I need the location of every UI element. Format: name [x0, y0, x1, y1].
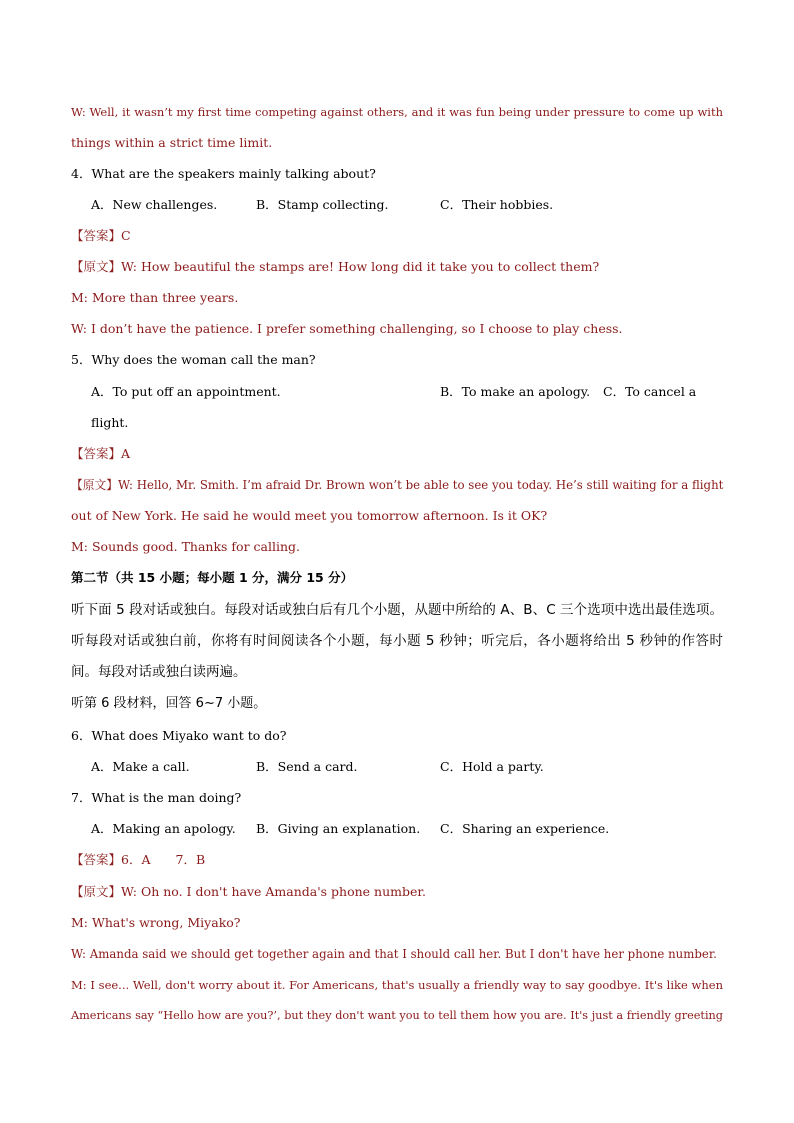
material-6-heading: 听第 6 段材料，回答 6~7 小题。: [71, 696, 267, 711]
q5-script-w1-text: W: Hello, Mr. Smith. I’m afraid Dr. Brown won’t be able to see you today. He’s still waiting for a flight: [118, 478, 724, 492]
q6-7-answer: [71, 851, 723, 869]
script-label: 【原文】: [71, 884, 122, 899]
q7-option-a: A．Making an apology.: [91, 821, 236, 836]
answer-label: 【答案】: [71, 852, 122, 867]
q6-question: 6．What does Miyako want to do?: [71, 728, 287, 743]
q4-option-b: B．Stamp collecting.: [256, 197, 389, 212]
answer-label: 【答案】: [71, 228, 122, 243]
q4-option-c: C．Their hobbies.: [440, 197, 554, 212]
q7-script-w2: W: Amanda said we should get together again and that I should call her. But I don't have her phone number.: [71, 947, 717, 961]
q5-script-w1-line1: [71, 476, 723, 494]
q5-option-c-cont: flight.: [91, 415, 129, 430]
q6-option-c: C．Hold a party.: [440, 759, 544, 774]
q7-option-b: B．Giving an explanation.: [256, 821, 421, 836]
section-instructions-line3: 间。每段对话或独白读两遍。: [71, 664, 247, 680]
section-heading: 第二节（共 15 小题；每小题 1 分，满分 15 分）: [71, 570, 354, 585]
q6-option-b: B．Send a card.: [256, 759, 358, 774]
q5-option-b: B．To make an apology.: [440, 384, 591, 399]
q7-option-c: C．Sharing an experience.: [440, 821, 610, 836]
q4-question: 4．What are the speakers mainly talking about?: [71, 166, 376, 181]
q7-script-m2-line2: Americans say “Hello how are you?’, but they don't want you to tell them how you are. It's just a friendly greeting: [71, 1009, 723, 1022]
section-instructions-line2: 听每段对话或独白前，你将有时间阅读各个小题，每小题 5 秒钟；听完后，各小题将给出 5 秒钟的作答时: [71, 633, 723, 649]
q4-answer: [71, 227, 723, 245]
q6-7-answer-value: 6．A 7．B: [121, 852, 206, 867]
q5-script-w1-line2: out of New York. He said he would meet you tomorrow afternoon. Is it OK?: [71, 508, 548, 523]
q5-option-c: C．To cancel a: [603, 384, 697, 399]
q5-answer-value: A: [121, 446, 131, 461]
q4-script-w1-text: W: How beautiful the stamps are! How long did it take you to collect them?: [121, 259, 600, 274]
q5-question: 5．Why does the woman call the man?: [71, 352, 316, 367]
q7-script-w1-text: W: Oh no. I don't have Amanda's phone number.: [121, 884, 426, 899]
q5-option-a: A．To put off an appointment.: [91, 384, 281, 399]
q4-script-w2: W: I don’t have the patience. I prefer something challenging, so I choose to play chess.: [71, 321, 623, 336]
q4-script-m1: M: More than three years.: [71, 290, 239, 305]
q4-script-w1: [71, 258, 723, 276]
q3-dialog-line-2: things within a strict time limit.: [71, 135, 273, 150]
script-label: 【原文】: [71, 259, 122, 274]
script-label: 【原文】: [71, 478, 118, 492]
section-instructions-line1: 听下面 5 段对话或独白。每段对话或独白后有几个小题，从题中所给的 A、B、C 三个选项中选出最佳选项。: [71, 602, 723, 618]
q4-answer-value: C: [121, 228, 131, 243]
q7-script-w1: [71, 883, 723, 901]
q3-dialog-line-1: W: Well, it wasn’t my first time competing against others, and it was fun being under pressure to come up with: [71, 105, 723, 119]
q4-option-a: A．New challenges.: [91, 197, 218, 212]
q6-option-a: A．Make a call.: [91, 759, 190, 774]
q5-answer: [71, 445, 723, 463]
q5-script-m1: M: Sounds good. Thanks for calling.: [71, 539, 300, 554]
q7-script-m2-line1: M: I see... Well, don't worry about it. For Americans, that's usually a friendly way to say goodbye. It's like when: [71, 978, 723, 992]
q7-question: 7．What is the man doing?: [71, 790, 242, 805]
q7-script-m1: M: What's wrong, Miyako?: [71, 915, 241, 930]
answer-label: 【答案】: [71, 446, 122, 461]
